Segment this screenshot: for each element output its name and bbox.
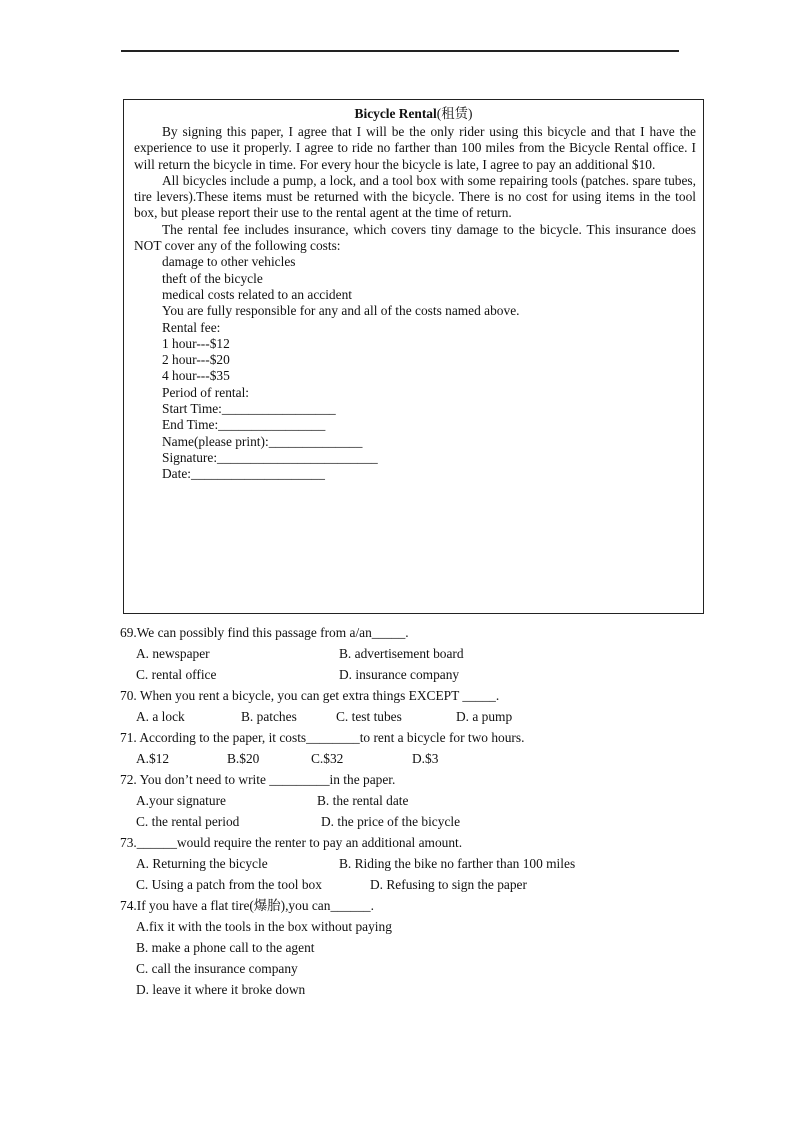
question-74: 74.If you have a flat tire(爆胎),you can______. <box>120 898 374 913</box>
signature-field: Signature:________________________ <box>162 449 378 465</box>
list-item: medical costs related to an accident <box>162 286 352 302</box>
option-d: D. a pump <box>456 709 513 724</box>
title-bold: Bicycle Rental <box>354 106 437 121</box>
header-rule <box>121 50 679 52</box>
options-row <box>120 706 680 727</box>
list-item: damage to other vehicles <box>162 254 296 270</box>
question-73: 73.______would require the renter to pay an additional amount. <box>120 835 463 850</box>
question-70: 70. When you rent a bicycle, you can get extra things EXCEPT _____. <box>120 688 500 703</box>
option-b: B. advertisement board <box>339 646 464 661</box>
option-b: B. make a phone call to the agent <box>136 940 315 955</box>
fee-item: 2 hour---$20 <box>162 352 230 368</box>
paragraph-3: The rental fee includes insurance, which covers tiny damage to the bicycle. This insurance does NOT cover any of the following costs: <box>134 221 696 254</box>
options-row <box>120 790 680 811</box>
options-row <box>120 853 680 874</box>
options-row <box>120 811 680 832</box>
question-72: 72. You don’t need to write _________in the paper. <box>120 772 396 787</box>
end-time-field: End Time:________________ <box>162 417 326 433</box>
option-d: D. insurance company <box>339 667 460 682</box>
paragraph-1: By signing this paper, I agree that I will be the only rider using this bicycle and that I have the experience to use it properly. I agree to ride no farther than 100 miles from the Bicycle Rental office. I will return the bicycle in time. For every hour the bicycle is late, I agree to pay an additional $10. <box>134 124 696 172</box>
option-c: C. rental office <box>136 667 217 682</box>
option-b: B. Riding the bike no farther than 100 miles <box>339 856 576 871</box>
option-a: A.your signature <box>136 793 226 808</box>
fee-item: 1 hour---$12 <box>162 335 230 351</box>
option-d: D. the price of the bicycle <box>321 814 461 829</box>
option-b: B. patches <box>241 709 297 724</box>
option-d: D. Refusing to sign the paper <box>370 877 527 892</box>
option-c: C. test tubes <box>336 709 402 724</box>
question-69: 69.We can possibly find this passage from a/an_____. <box>120 625 409 640</box>
option-c: C.$32 <box>311 751 344 766</box>
question-list <box>120 622 680 1000</box>
rental-fee-label: Rental fee: <box>162 319 221 335</box>
responsibility-note: You are fully responsible for any and all of the costs named above. <box>162 303 520 319</box>
option-c: C. call the insurance company <box>136 961 298 976</box>
passage-title <box>124 106 703 122</box>
option-d: D. leave it where it broke down <box>136 982 306 997</box>
date-field: Date:____________________ <box>162 466 325 482</box>
option-d: D.$3 <box>412 751 439 766</box>
options-row <box>120 874 680 895</box>
list-item: theft of the bicycle <box>162 270 263 286</box>
option-a: A.fix it with the tools in the box without paying <box>136 919 392 934</box>
option-c: C. Using a patch from the tool box <box>136 877 322 892</box>
options-row <box>120 643 680 664</box>
option-a: A. a lock <box>136 709 185 724</box>
options-row <box>120 748 680 769</box>
option-c: C. the rental period <box>136 814 240 829</box>
passage-body <box>134 124 696 483</box>
title-note: (租赁) <box>436 106 473 121</box>
name-field: Name(please print):______________ <box>162 433 363 449</box>
options-row <box>120 664 680 685</box>
option-b: B. the rental date <box>317 793 409 808</box>
start-time-field: Start Time:_________________ <box>162 401 336 417</box>
fee-item: 4 hour---$35 <box>162 368 230 384</box>
question-71: 71. According to the paper, it costs________to rent a bicycle for two hours. <box>120 730 525 745</box>
paragraph-2: All bicycles include a pump, a lock, and a tool box with some repairing tools (patches. spare tubes, tire levers).These items must be returned with the bicycle. There is no cost for using items in the tool box, but please report their use to the rental agent at the time of return. <box>134 172 696 221</box>
passage-box <box>123 99 704 614</box>
option-a: A. Returning the bicycle <box>136 856 268 871</box>
option-b: B.$20 <box>227 751 260 766</box>
option-a: A. newspaper <box>136 646 210 661</box>
period-label: Period of rental: <box>162 384 250 400</box>
option-a: A.$12 <box>136 751 170 766</box>
